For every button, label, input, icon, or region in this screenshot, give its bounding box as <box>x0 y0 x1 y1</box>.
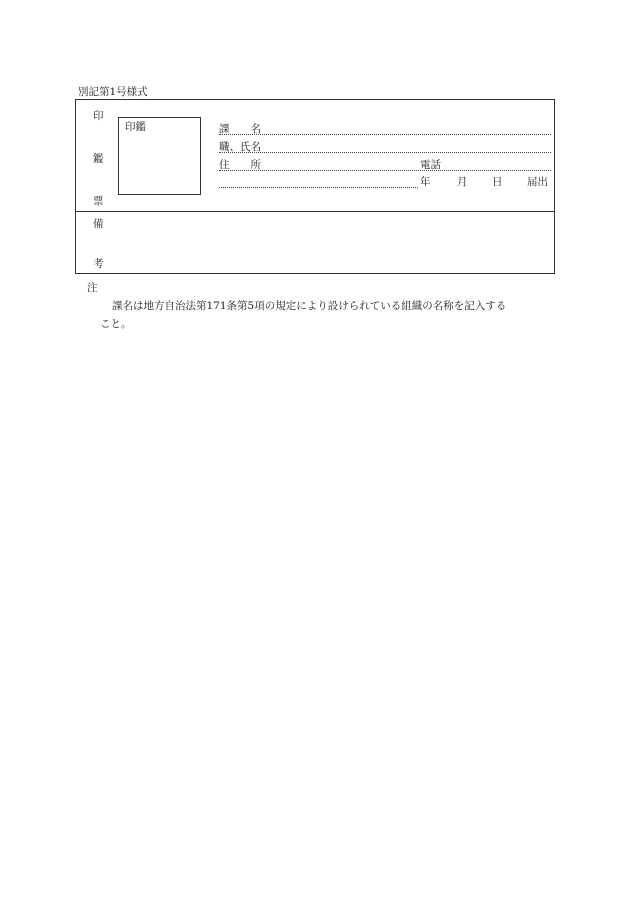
seal-stamp-area[interactable] <box>118 117 201 195</box>
side-label-hyo: 票 <box>93 195 104 207</box>
day-label: 日 <box>492 176 503 188</box>
side-label-kan: 鑑 <box>93 153 104 165</box>
month-label: 月 <box>457 176 468 188</box>
section-name-label: 課 名 <box>219 123 261 135</box>
address-label: 住 所 <box>219 159 261 171</box>
seal-registration-form <box>75 99 555 274</box>
form-number-title: 別記第1号様式 <box>78 86 148 98</box>
section-name-field[interactable] <box>219 134 551 135</box>
note-heading: 注 <box>87 282 98 294</box>
remarks-label-ko: 考 <box>93 258 104 270</box>
seal-stamp-label: 印鑑 <box>125 121 146 133</box>
position-name-label: 職、氏名 <box>219 141 261 153</box>
position-name-field[interactable] <box>219 152 551 153</box>
year-label: 年 <box>420 176 431 188</box>
address-phone-field[interactable] <box>219 170 551 171</box>
form-divider <box>76 211 554 212</box>
address-continuation-field[interactable] <box>219 187 418 188</box>
submitted-label: 届出 <box>527 176 548 188</box>
side-label-in: 印 <box>93 110 104 122</box>
phone-label: 電話 <box>420 159 441 171</box>
note-line-2: こと。 <box>100 318 132 330</box>
note-line-1: 課名は地方自治法第171条第5項の規定により設けられている組織の名称を記入する <box>112 300 507 312</box>
remarks-label-bi: 備 <box>93 218 104 230</box>
